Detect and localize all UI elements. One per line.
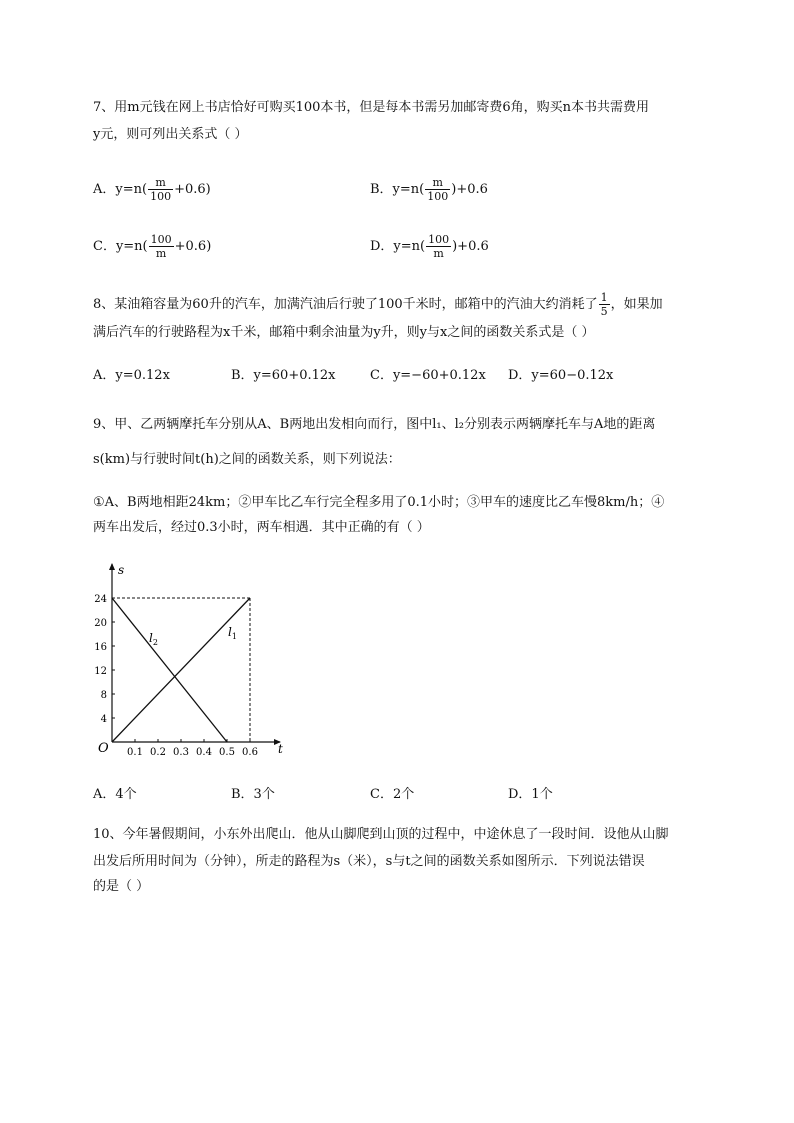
q7-option-a-prefix: A．y=n(: [93, 182, 148, 197]
frac-denominator: m: [433, 247, 444, 260]
q10-stem-line1: 10、今年暑假期间，小东外出爬山．他从山脚爬到山顶的过程中，中途休息了一段时间．设他从山脚: [93, 827, 669, 842]
q7-option-c-fraction: [149, 233, 174, 260]
q7-stem-line1: 7、用m元钱在网上书店恰好可购买100本书，但是每本书需另加邮寄费6角，购买n本书共需费用: [93, 100, 650, 115]
x-tick-label: 0.4: [196, 747, 212, 758]
q7-option-a[interactable]: [93, 176, 211, 203]
x-tick-label: 0.6: [242, 747, 258, 758]
y-axis-label: s: [118, 563, 125, 577]
frac-denominator: 100: [427, 190, 449, 203]
q7-option-b-suffix: )+0.6: [451, 182, 488, 197]
x-axis-label: t: [278, 742, 283, 756]
q9-option-b[interactable]: B．3个: [231, 787, 275, 802]
q7-option-b-fraction: [425, 176, 450, 203]
x-tick-label: 0.2: [150, 747, 166, 758]
series-label-l1: $l_1$: [228, 625, 237, 641]
q8-fraction: [599, 291, 610, 318]
q9-statements-line1: ①A、B两地相距24km；②甲车比乙车行完全程多用了0.1小时；③甲车的速度比乙车慢8km/h；④: [93, 495, 665, 510]
frac-numerator: 1: [600, 291, 608, 304]
q9-stem-line2: s(km)与行驶时间t(h)之间的函数关系，则下列说法：: [93, 452, 401, 467]
origin-label: O: [98, 741, 109, 756]
x-tick-label: 0.5: [219, 747, 235, 758]
q7-option-a-suffix: +0.6): [174, 182, 211, 197]
y-tick-label: 8: [100, 690, 107, 701]
q8-option-d[interactable]: D．y=60−0.12x: [508, 368, 614, 383]
y-tick-label: 4: [100, 714, 107, 725]
frac-numerator: m: [148, 176, 173, 190]
q9-statements-line2: 两车出发后，经过0.3小时，两车相遇．其中正确的有（ ）: [93, 520, 430, 535]
frac-numerator: 100: [428, 233, 450, 246]
series-label-l2: $l_2$: [149, 631, 158, 647]
y-tick-label: 12: [94, 666, 107, 677]
q8-stem-line2: 满后汽车的行驶路程为x千米，邮箱中剩余油量为y升，则y与x之间的函数关系式是（ ）: [93, 325, 595, 340]
q7-option-b[interactable]: [370, 176, 488, 203]
q7-option-b-prefix: B．y=n(: [370, 182, 425, 197]
q8-option-a[interactable]: A．y=0.12x: [93, 368, 170, 383]
q7-option-c-prefix: C．y=n(: [93, 239, 148, 254]
x-tick-label: 0.1: [127, 747, 143, 758]
q7-option-d-fraction: [426, 233, 451, 260]
q8-option-c[interactable]: C．y=−60+0.12x: [370, 368, 486, 383]
series-line-l1: [112, 598, 250, 742]
q10-stem-line3: 的是（ ）: [93, 879, 150, 894]
q7-option-c[interactable]: [93, 233, 211, 260]
q7-option-d[interactable]: [370, 233, 489, 260]
frac-numerator: 100: [150, 233, 172, 246]
q9-option-c[interactable]: C．2个: [370, 787, 415, 802]
q8-stem-line1-pre: 8、某油箱容量为60升的汽车，加满汽油后行驶了100千米时，邮箱中的汽油大约消耗了: [93, 297, 598, 312]
q9-option-d[interactable]: D．1个: [508, 787, 553, 802]
q7-option-a-fraction: [148, 176, 173, 203]
q10-stem-line2: 出发后所用时间为（分钟），所走的路程为s（米），s与t之间的函数关系如图所示．下列说法错误: [93, 854, 645, 869]
q7-option-d-suffix: )+0.6: [452, 239, 489, 254]
frac-denominator: 5: [600, 305, 608, 318]
q9-option-a[interactable]: A．4个: [93, 787, 137, 802]
frac-denominator: m: [155, 247, 167, 260]
y-tick-label: 20: [94, 618, 107, 629]
q7-option-c-suffix: +0.6): [174, 239, 212, 254]
frac-numerator: m: [425, 176, 450, 190]
frac-denominator: 100: [150, 190, 172, 203]
series-line-l2: [112, 598, 227, 742]
distance-time-graph: [90, 560, 300, 765]
x-tick-label: 0.3: [173, 747, 189, 758]
y-tick-label: 24: [94, 594, 107, 605]
q7-stem-line2: y元，则可列出关系式（ ）: [93, 127, 248, 142]
q8-stem-line1-post: ，如果加: [610, 297, 663, 312]
y-tick-label: 16: [94, 642, 107, 653]
q8-stem-line1: [93, 291, 663, 318]
q8-option-b[interactable]: B．y=60+0.12x: [231, 368, 336, 383]
q9-stem-line1: 9、甲、乙两辆摩托车分别从A、B两地出发相向而行，图中l₁、l₂分别表示两辆摩托车与A地的距离: [93, 417, 656, 432]
q7-option-d-prefix: D．y=n(: [370, 239, 426, 254]
